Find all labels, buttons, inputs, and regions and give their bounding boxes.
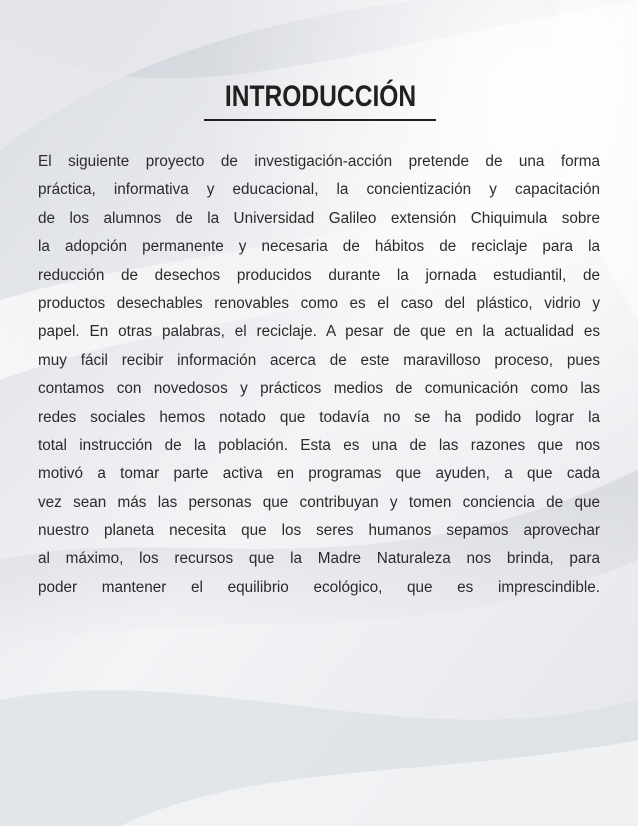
paragraph-line: la adopción permanente y necesaria de hábitos de reciclaje para la: [38, 238, 600, 256]
paragraph-line: papel. En otras palabras, el reciclaje. A pesar de que en la actualidad es: [38, 323, 600, 341]
paragraph-line: poder mantener el equilibrio ecológico, que es imprescindible.: [38, 578, 600, 596]
introduction-paragraph: [38, 148, 600, 602]
paragraph-line: de los alumnos de la Universidad Galileo extensión Chiquimula sobre: [38, 209, 600, 227]
paragraph-line: El siguiente proyecto de investigación-acción pretende de una forma: [38, 153, 600, 170]
title-block: [204, 78, 436, 116]
paragraph-line: total instrucción de la población. Esta es una de las razones que nos: [38, 436, 600, 454]
paragraph-line: motivó a tomar parte activa en programas que ayuden, a que cada: [38, 465, 600, 483]
paragraph-line: reducción de desechos producidos durante la jornada estudiantil, de: [38, 266, 600, 284]
title-underline: [204, 119, 436, 121]
paragraph-line: al máximo, los recursos que la Madre Naturaleza nos brinda, para: [38, 550, 600, 568]
paragraph-line: muy fácil recibir información acerca de este maravilloso proceso, pues: [38, 351, 600, 369]
paragraph-line: productos desechables renovables como es el caso del plástico, vidrio y: [38, 294, 600, 312]
paragraph-line: práctica, informativa y educacional, la concientización y capacitación: [38, 181, 600, 199]
paragraph-line: vez sean más las personas que contribuyan y tomen conciencia de que: [38, 493, 600, 511]
paragraph-line: redes sociales hemos notado que todavía no se ha podido lograr la: [38, 408, 600, 426]
paragraph-line: contamos con novedosos y prácticos medios de comunicación como las: [38, 380, 600, 398]
paragraph-line: nuestro planeta necesita que los seres humanos sepamos aprovechar: [38, 522, 600, 540]
page-title: INTRODUCCIÓN: [224, 80, 417, 113]
